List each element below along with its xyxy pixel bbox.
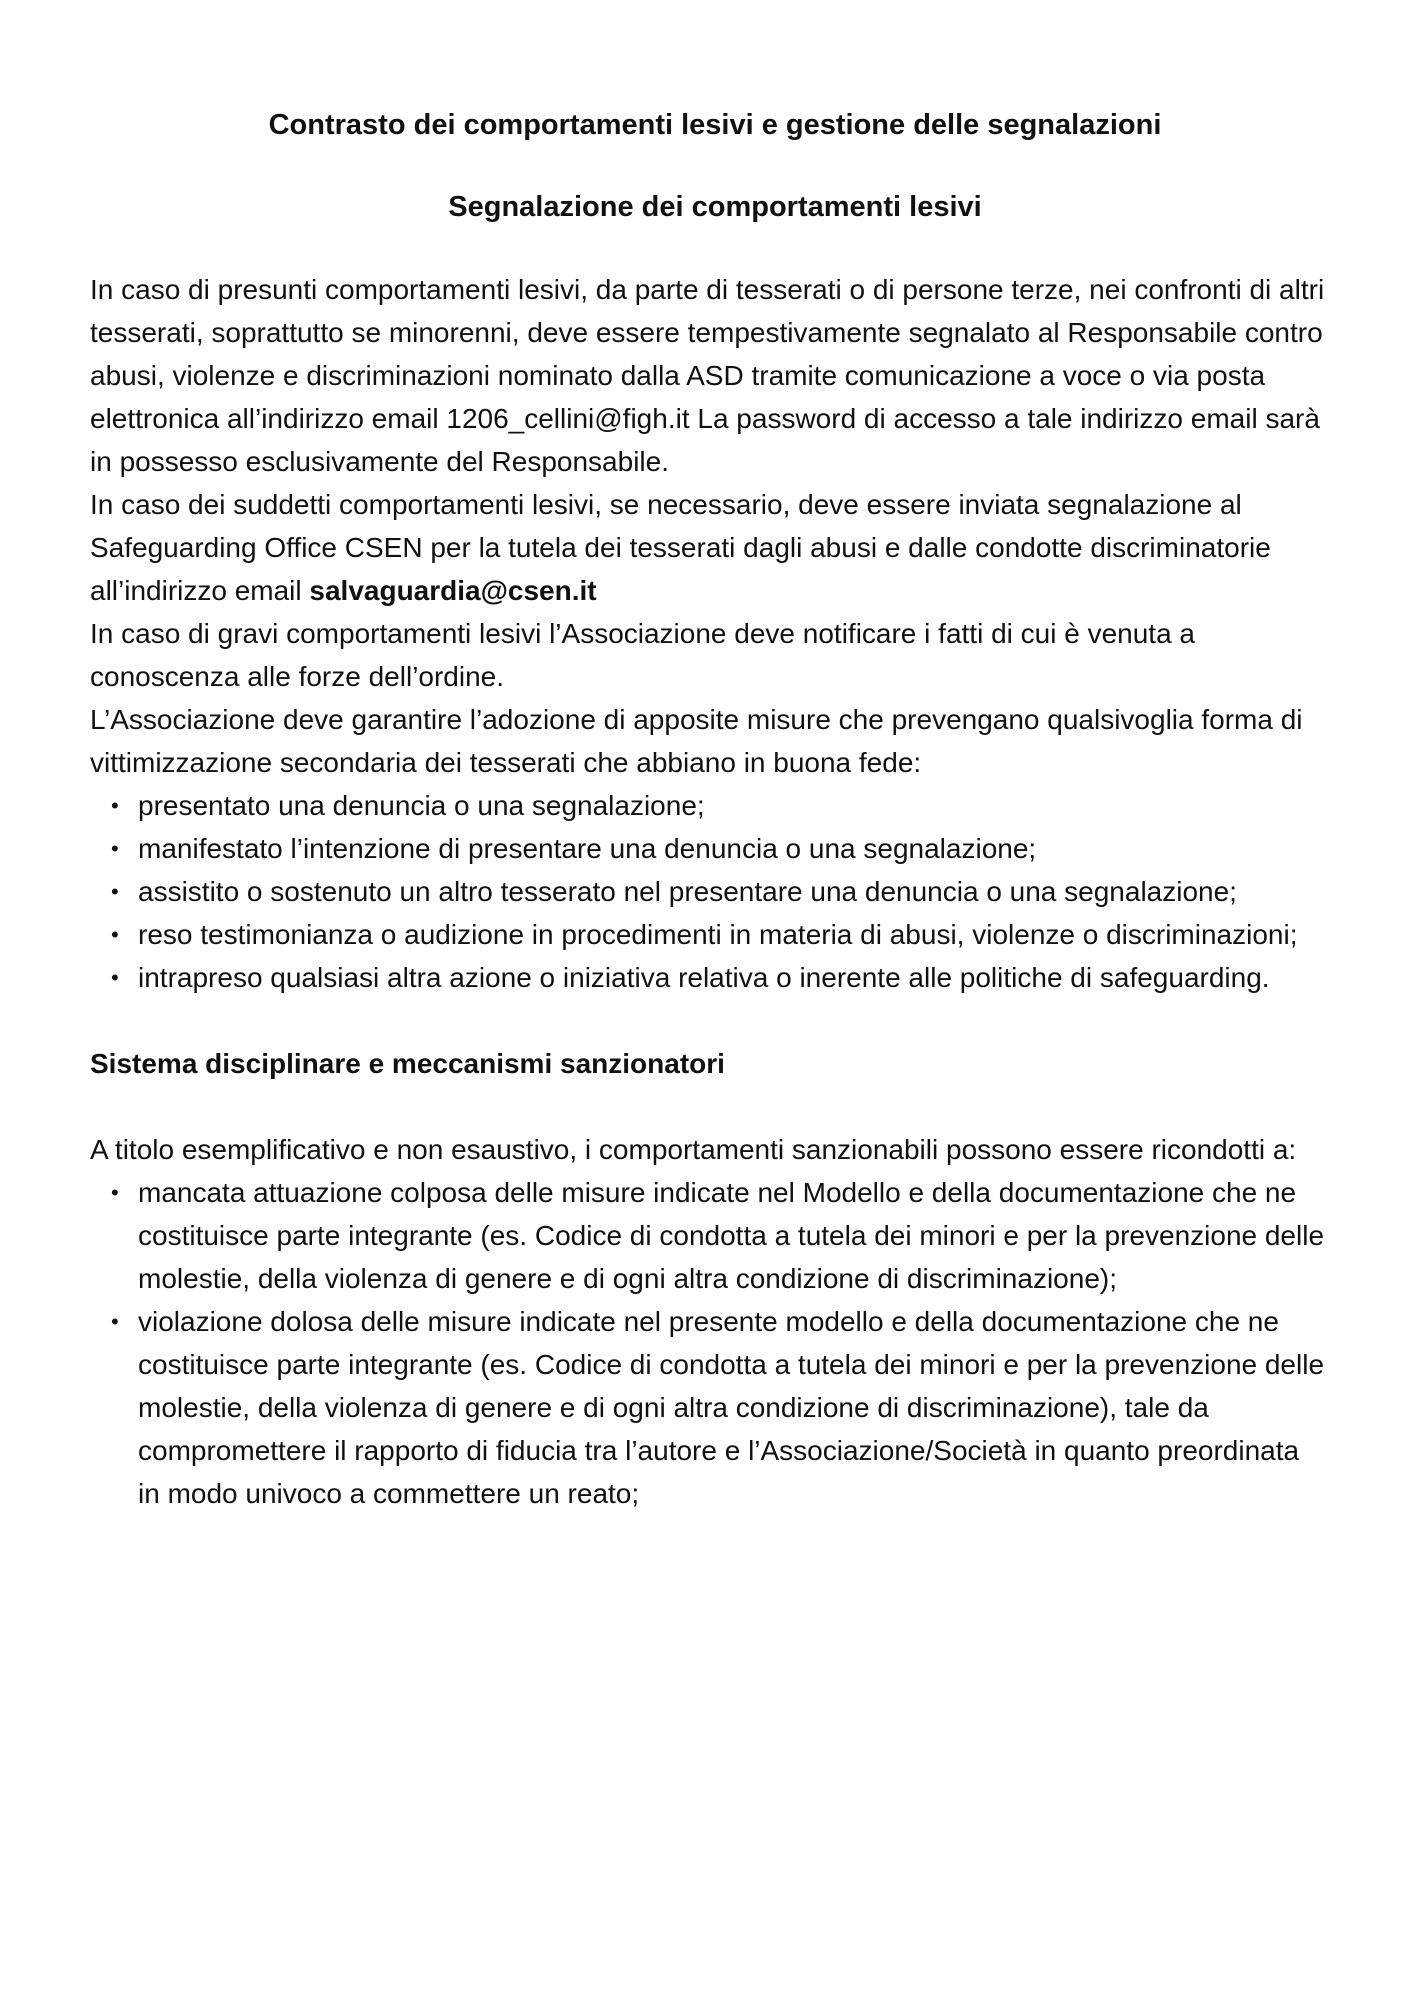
protected-actions-list	[90, 784, 1340, 999]
disciplinary-section-heading: Sistema disciplinare e meccanismi sanzionatori	[90, 1048, 725, 1079]
paragraph-secondary-victimization: L’Associazione deve garantire l’adozione di apposite misure che prevengano qualsivoglia forma di vittimizzazione secondaria dei tesserati che abbiano in buona fede:	[90, 704, 1303, 778]
document-title: Contrasto dei comportamenti lesivi e gestione delle segnalazioni	[268, 109, 1162, 141]
safeguarding-email: salvaguardia@csen.it	[309, 575, 597, 606]
sanctionable-behaviors-list	[90, 1171, 1328, 1515]
paragraph-report-procedure: In caso di presunti comportamenti lesivi, da parte di tesserati o di persone terze, nei confronti di altri tesserati, soprattutto se minorenni, deve essere tempestivamente segnalato al Responsabile contro abusi, violenze e discriminazioni nominato dalla ASD tramite comunicazione a voce o via posta elettronica all’indirizzo email 1206_cellini@figh.it La password di accesso a tale indirizzo email sarà in possesso esclusivamente del Responsabile.	[90, 274, 1325, 477]
paragraph-safeguarding-office	[90, 483, 1340, 612]
list-item: • presentato una denuncia o una segnalazione;	[138, 784, 1340, 827]
paragraph-sanctionable-intro: A titolo esemplificativo e non esaustivo, i comportamenti sanzionabili possono essere ricondotti a:	[90, 1134, 1297, 1165]
list-item: • violazione dolosa delle misure indicate nel presente modello e della documentazione che ne costituisce parte integrante (es. Codice di condotta a tutela dei minori e per la prevenzione delle molestie, della violenza di genere e di ogni altra condizione di discriminazione), tale da compromettere il rapporto di fiducia tra l’autore e l’Associazione/Società in quanto preordinata in modo univoco a commettere un reato;	[138, 1300, 1328, 1515]
paragraph-police-notification: In caso di gravi comportamenti lesivi l’Associazione deve notificare i fatti di cui è venuta a conoscenza alle forze dell’ordine.	[90, 618, 1195, 692]
list-item: • reso testimonianza o audizione in procedimenti in materia di abusi, violenze o discriminazioni;	[138, 913, 1340, 956]
list-item: • intrapreso qualsiasi altra azione o iniziativa relativa o inerente alle politiche di safeguarding.	[138, 956, 1340, 999]
list-item: • manifestato l’intenzione di presentare una denuncia o una segnalazione;	[138, 827, 1340, 870]
paragraph-safeguarding-text: In caso dei suddetti comportamenti lesivi, se necessario, deve essere inviata segnalazione al Safeguarding Office CSEN per la tutela dei tesserati dagli abusi e dalle condotte discriminatorie all’indirizzo email	[90, 489, 1271, 606]
document-body	[90, 104, 1340, 1515]
list-item: • assistito o sostenuto un altro tesserato nel presentare una denuncia o una segnalazione;	[138, 870, 1340, 913]
section-title: Segnalazione dei comportamenti lesivi	[448, 191, 982, 223]
list-item: • mancata attuazione colposa delle misure indicate nel Modello e della documentazione che ne costituisce parte integrante (es. Codice di condotta a tutela dei minori e per la prevenzione delle molestie, della violenza di genere e di ogni altra condizione di discriminazione);	[138, 1171, 1328, 1300]
